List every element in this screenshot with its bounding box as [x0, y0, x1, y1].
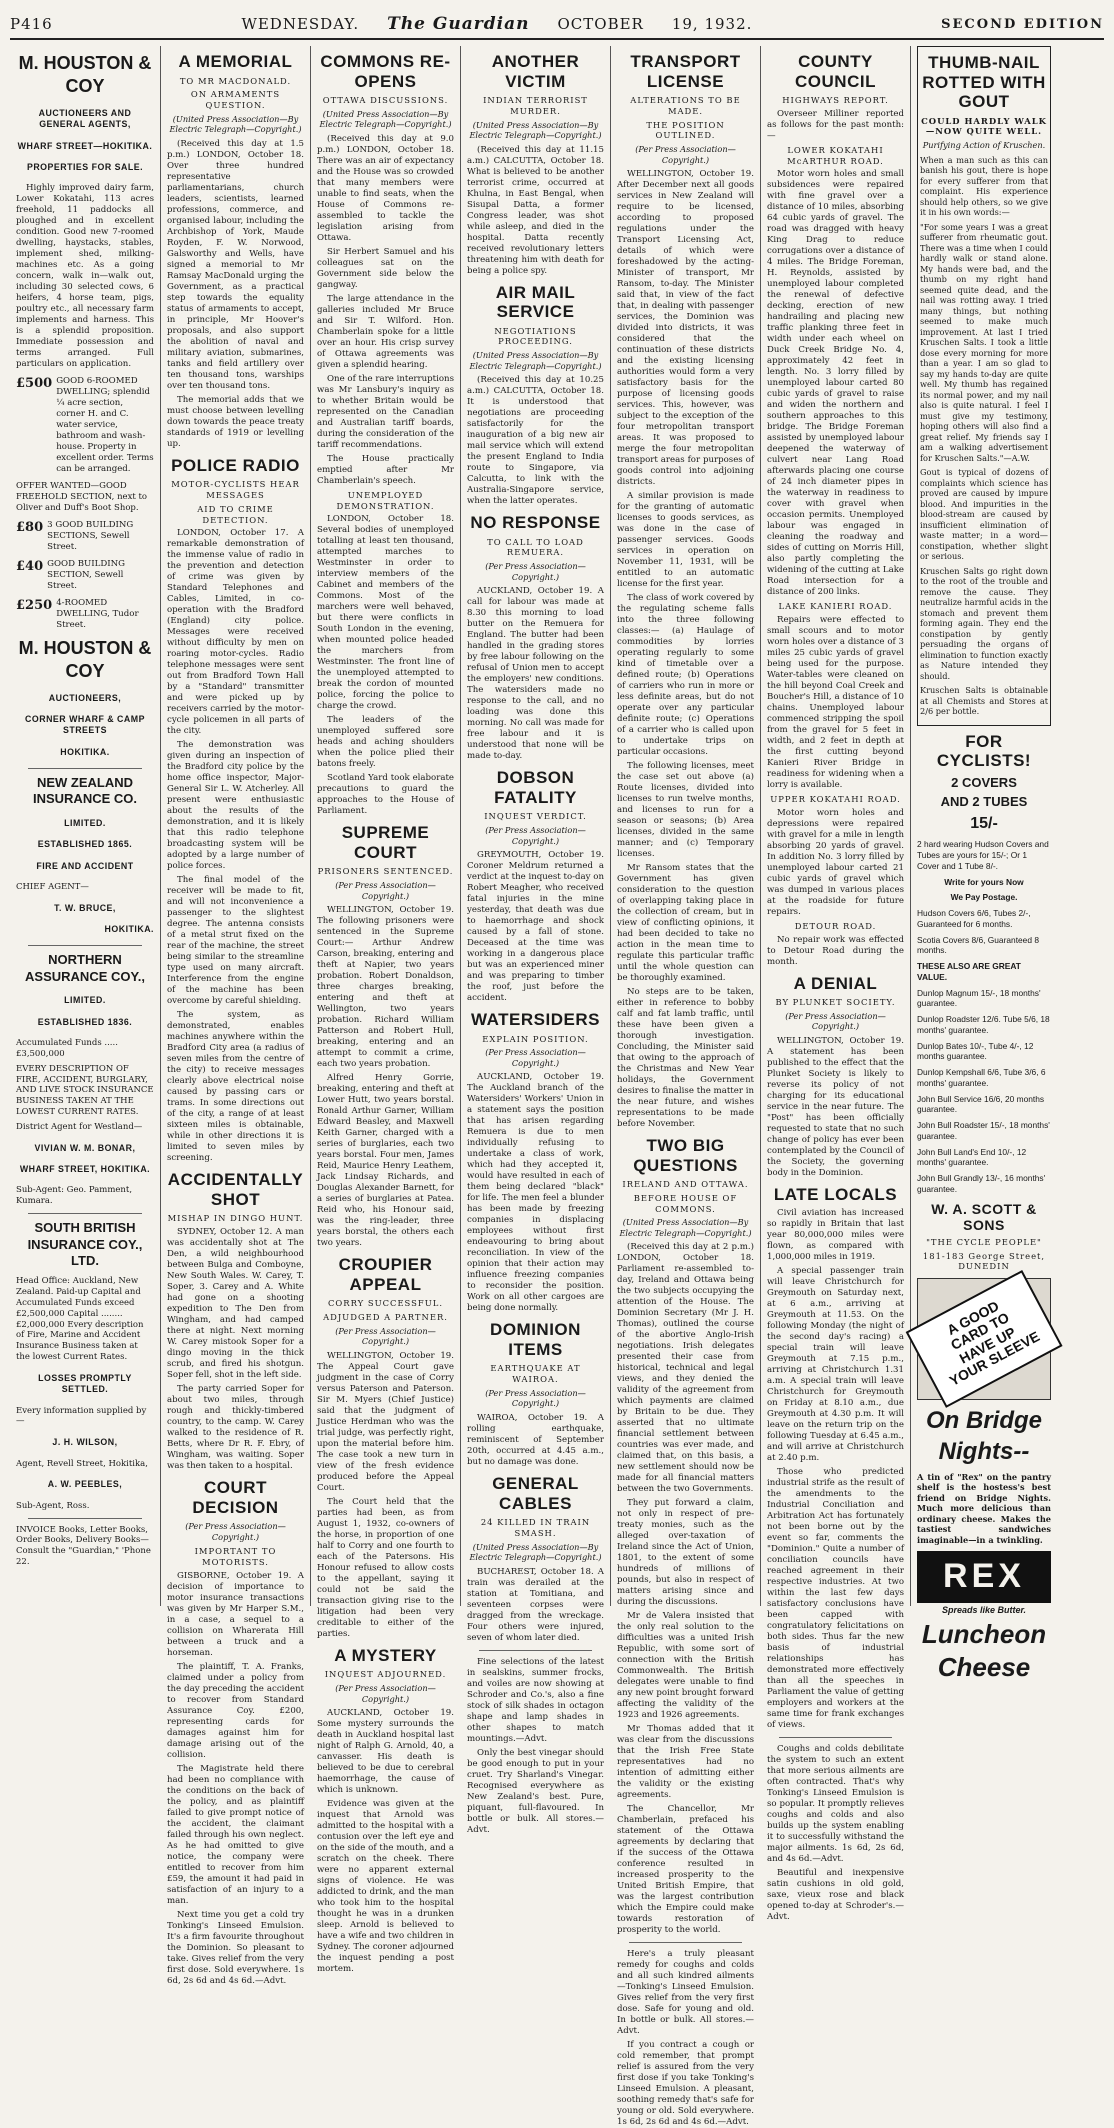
article-paragraph: Motor worn holes and depressions were repaired with gravel for a mile in length absorbing 20 yards of gravel. In addition No. 3 lorry filled by unemployed labour carted 21 cubic yards of gravel which was dumped in various places at the roadside for future repairs.: [767, 807, 904, 917]
agent-name: A. W. PEEBLES,: [47, 1479, 123, 1490]
tyre-price: Dunlop Kempshall 6/6, Tube 3/6, 6 months' guarantee.: [917, 1067, 1046, 1088]
article-headline: WATERSIDERS: [471, 1010, 600, 1030]
article-headline: TRANSPORT LICENSE: [630, 52, 741, 91]
shop-tagline: "THE CYCLE PEOPLE": [926, 1236, 1042, 1247]
property-text: GOOD BUILDING SECTION, Sewell Street.: [47, 558, 126, 591]
article-paragraph: The House practically emptied after Mr Chamberlain's speech.: [317, 453, 454, 486]
invoice-books-ad: INVOICE Books, Letter Books, Order Books, Delivery Books—Consult the "Guardian," 'Phone 22.: [16, 1524, 151, 1568]
property-text: 3 GOOD BUILDING SECTIONS, Sewell Street.: [47, 519, 134, 552]
masthead-edition: SECOND EDITION: [941, 16, 1104, 32]
article-paragraph: (Received this day at 11.15 a.m.) CALCUTTA, October 18. What is believed to be another terrorist crime, occurred at Khulna, in East Bengal, when Sisupal Datta, a former Congress leader, was shot while asleep, and died in the hospital. Datta recently received revolutionary letters threatening him with death for being a police spy.: [467, 144, 604, 276]
ad-paragraph: Kruschen Salts go right down to the root of the trouble and remove the cause. They neutralize harmful acids in the stomach and prevent them forming again. They end the constipation by gently persuading the organs of elimination to function exactly as Nature intended they should.: [920, 565, 1048, 681]
article-paragraph: They put forward a claim, not only in respect of pre-treaty monies, such as the alleged over-taxation of Ireland since the Act of Union, 1801, to the extent of some hundreds of millions of pounds, but also in respect of matters arising since and during the discussions.: [617, 1498, 754, 1608]
tyre-price: Dunlop Bates 10/-, Tube 4/-, 12 months guarantee.: [917, 1040, 1034, 1062]
property-price: £250: [16, 597, 53, 613]
ad-offer: AND 2 TUBES: [940, 794, 1028, 810]
article-paragraph: LONDON, October 17. A remarkable demonstration of the immense value of radio in the prevention and detection of crime was given by Standard Telephones and Cables, Limited, in co-operation with the Bradford (England) city police. Messages were received without difficulty by men on roaring motor-cycles. Radio telephone messages were sent out from Bradford Town Hall by a "Standard" transmitter and were picked up by receivers carried by the motor-cycle policemen in all parts of the city.: [167, 528, 304, 737]
divider: [28, 768, 142, 769]
article-headline: TWO BIG QUESTIONS: [633, 1136, 738, 1175]
masthead-date: 19, 1932.: [671, 15, 753, 33]
column-ads: [10, 46, 161, 1606]
ad-paragraph: Gout is typical of dozens of complaints which science has proved are caused by impure blood. And impurities in the blood-stream are caused by insufficient elimination of waste matter; in a word—constipation, whether slight or serious.: [920, 467, 1048, 562]
column-6: [761, 46, 911, 1923]
masthead: [10, 10, 1104, 40]
article-paragraph: The large attendance in the galleries included Mr Bruce and Sir T. Wilford. Hon. Chamberlain spoke for a little over an hour. His crisp survey of Ottawa agreements was given a splendid hearing.: [317, 293, 454, 370]
article-paragraph: Mr Thomas added that it was clear from the discussions that the Irish Free State representatives had no intention of admitting either the validity or the existing agreements.: [617, 1724, 754, 1801]
advertisement: Next time you get a cold try Tonking's Linseed Emulsion. It's a firm favourite throughout the Dominion. So pleasant to take. Gives relief from the very first dose. Sold everywhere. 1s 6d, 2s 6d and 4s 6d.—Advt.: [167, 1909, 304, 1986]
insurer-lines: FIRE AND ACCIDENT: [36, 860, 134, 871]
article-paragraph: Scotland Yard took elaborate precautions to guard the approaches to the House of Parliament.: [317, 773, 454, 817]
article-paragraph: Alfred Henry Gorrie, breaking, entering and theft at Lower Hutt, two years borstal. Ronald Arthur Garner, William Edward Beasley, and Maxwell Keith Garner, charged with a series of burglaries, each two years borstal. Four men, James Reid, Maurice Henry Leathem, Jack Lindsay Richards, and Douglas Alexander Barnett, for a series of burglaries at Patea. Reid who, his Honour said, was the ring-leader, three years borstal, the others each two years.: [317, 1073, 454, 1249]
article-headline: AIR MAIL SERVICE: [495, 282, 576, 322]
article-paragraph: (Received this day at 9.0 p.m.) LONDON, October 18. There was an air of expectancy and the House was so crowded that many members were unable to find seats, when the House of Commons re-assembled to tackle the legislation arising from Ottawa.: [317, 133, 454, 243]
firm-town: HOKITIKA.: [60, 746, 110, 757]
tyre-price: Dunlop Magnum 15/-, 18 months' guarantee.: [917, 987, 1041, 1009]
article-subhead: THE POSITION OUTLINED.: [646, 119, 725, 141]
article-paragraph: The following licenses, meet the case set out above (a) Route licenses, divided into licenses to run twelve months, and licenses to run for a season or seasons; (b) Area licenses, divided in the same manner; and (c) Temporary licenses.: [617, 761, 754, 860]
property-price: £500: [16, 376, 53, 392]
article-paragraph: AUCKLAND, October 19. A call for labour was made at 8.30 this morning to load butter on the Remuera for England. The butter had been handled in the grading stores by free labour following on the refusal of Union men to accept the employers' new conditions. The watersiders made no response to the call, and no loading was done this morning. No call was made for free labour and it is understood that none will be made to-day.: [467, 586, 604, 762]
ad-offer: 2 COVERS: [951, 774, 1017, 790]
article-paragraph: The plaintiff, T. A. Franks, claimed under a policy from the day preceding the accident to recover from Standard Assurance Coy. £200, representing cards for damages against him for damage arising out of the collision.: [167, 1661, 304, 1760]
ad-paragraph: When a man such as this can banish his gout, there is hope for every sufferer from that complaint. His experience should help others, so we give it in his own words:—: [920, 154, 1048, 218]
press-credit: (United Press Association—By Electric Telegraph—Copyright.): [169, 113, 302, 135]
property-ad: OFFER WANTED—GOOD FREEHOLD SECTION, next to Oliver and Duff's Boot Shop.: [16, 481, 148, 513]
agent-address: Agent, Revell Street, Hokitika,: [16, 1458, 148, 1469]
press-credit: (Per Press Association— Copyright.): [485, 1387, 586, 1409]
agent-name: J. H. WILSON,: [52, 1437, 118, 1448]
article-subhead: INDIAN TERRORIST MURDER.: [483, 95, 588, 116]
article-headline: COMMONS RE-OPENS: [320, 52, 451, 91]
divider: [28, 1213, 142, 1214]
rex-product: Luncheon Cheese: [921, 1619, 1047, 1683]
head-office: Head Office: Auckland, New Zealand. Paid-up Capital and Accumulated Funds exceed £2,500,000 Capital ........ £2,000,000 Every description of Fire, Marine and Accident Insurance Business taken at the lowest Current Rates.: [16, 1276, 144, 1363]
article-paragraph: GREYMOUTH, October 19. Coroner Meldrum returned a verdict at the inquest to-day on Robert Meagher, who received fatal injuries in the mine yesterday, that death was due to haemorrhage and shock caused by a fall of stone. Deceased at the time was working in a dangerous place but was an experienced miner and was preparing to timber the roof, just before the accident.: [467, 850, 604, 1004]
press-credit: (United Press Association—By Electric Telegraph—Copyright.): [469, 1541, 602, 1563]
article-subhead: PRISONERS SENTENCED.: [317, 866, 454, 877]
ad-paragraph: 2 hard wearing Hudson Covers and Tubes are yours for 15/-; Or 1 Cover and 1 Tube 8/-.: [917, 839, 1049, 871]
article-subhead: NEGOTIATIONS PROCEEDING.: [494, 325, 577, 347]
advertisement: Only the best vinegar should be good enough to put in your cruet. Try Sharland's Vinegar. Recognised everywhere as New Zealand's best. Pure, piquant, full-flavoured. In bottle or bulk. All stores.—Advt.: [467, 1747, 604, 1835]
masthead-month: OCTOBER: [557, 15, 644, 33]
advertisement: Beautiful and inexpensive satin cushions in old gold, saxe, vieux rose and black opened to-day at Schroder's.—Advt.: [767, 1868, 904, 1923]
press-credit: (Per Press Association— Copyright.): [335, 1325, 436, 1347]
properties-heading: PROPERTIES FOR SALE.: [26, 161, 144, 172]
agent-address: Sub-Agent, Ross.: [16, 1500, 90, 1511]
columns: [10, 46, 1104, 2128]
article-subhead: DETOUR ROAD.: [794, 920, 877, 931]
cycle-ad: [917, 732, 1051, 835]
ad-subhead: COULD HARDLY WALK—NOW QUITE WELL.: [921, 115, 1047, 137]
tyre-heading: THESE ALSO ARE GREAT VALUE.: [917, 961, 1021, 982]
tyre-price: John Bull Grandly 13/-, 16 months' guarantee.: [917, 1173, 1046, 1194]
page-mark: P416: [10, 15, 53, 33]
ad-paragraph: A tin of "Rex" on the pantry shelf is the hostess's best friend on Bridge Nights. Much more delicious than ordinary cheese. Makes the tastiest sandwiches imaginable—in a twinkling.: [917, 1471, 1051, 1545]
article-subhead: OTTAWA DISCUSSIONS.: [322, 95, 449, 106]
article-headline: A MYSTERY: [334, 1645, 437, 1665]
divider: [479, 1650, 592, 1651]
article-paragraph: The class of work covered by the regulating scheme falls into the three following classes:— (a) Haulage of commodities by lorries operating regularly to some kind of timetable over a defined route; (b) Operations of carriers who run in more or less definite areas, but do not operate over any particular definite route; (c) Operations of a carrier who is called upon to undertake trips on particular occasions.: [617, 593, 754, 758]
press-credit: (Per Press Association— Copyright.): [335, 880, 436, 901]
tyre-price: Hudson Covers 6/6, Tubes 2/-, Guaranteed for 6 months.: [917, 908, 1031, 929]
article-subhead: IMPORTANT TO MOTORISTS.: [194, 1546, 277, 1568]
rex-slogan: Spreads like Butter.: [941, 1604, 1027, 1615]
firm-street: WHARF STREET—HOKITIKA.: [17, 140, 153, 151]
dairy-farm-ad: Highly improved dairy farm, Lower Kokatahi, 113 acres freehold, 11 paddocks all ploughed and in excellent condition. Good new 7-roomed dwelling, haystacks, stables, implement shed, milking-machines etc. As a going concern, walk in—walk out, including 30 selected cows, 6 heifers, 4 horse team, pigs, poultry etc., all necessary farm implements and harness. This is a splendid proposition. Immediate possession and terms arranged. Full particulars on application.: [16, 183, 154, 370]
tyre-price: Dunlop Roadster 12/6. Tube 5/6, 18 months' guarantee.: [917, 1014, 1050, 1035]
information-label: Every information supplied by—: [16, 1405, 147, 1427]
article-subhead: UPPER KOKATAHI ROAD.: [770, 794, 901, 805]
ad-postage: We Pay Postage.: [950, 892, 1018, 903]
article-paragraph: WELLINGTON, October 19. A statement has been published to the effect that the Plunket Society is likely to reverse its policy of not charging for its educational service in the near future. The "Post" has been officially requested to state that no such change of policy has ever been contemplated by the Council of the Society, the governing body in the Dominion.: [767, 1035, 904, 1178]
article-headline: LATE LOCALS: [773, 1184, 898, 1204]
article-subhead: ALTERATIONS TO BE MADE.: [630, 95, 741, 116]
article-paragraph: One of the rare interruptions was Mr Lansbury's inquiry as to whether Britain would be represented on the Canadian and Australian tariff boards, during the consideration of the tariff recommendations.: [317, 373, 454, 450]
press-credit: (Per Press Association— Copyright.): [185, 1521, 286, 1542]
firm-name: M. HOUSTON & COY: [18, 637, 152, 681]
article-subhead: AID TO CRIME DETECTION.: [197, 503, 274, 525]
article-subhead: EXPLAIN POSITION.: [482, 1033, 589, 1044]
article-subhead: INQUEST ADJOURNED.: [324, 1669, 447, 1680]
masthead-center: [241, 14, 752, 34]
article-headline: A MEMORIAL: [178, 52, 293, 71]
advertisement: If you contract a cough or cold remember, that prompt relief is assured from the very first dose if you take Tonking's Linseed Emulsion. A pleasant, soothing remedy that's safe for young or old. Sold everywhere. 1s 6d, 2s 6d and 4s 6d.—Advt.: [617, 2040, 754, 2128]
chief-agent-label: CHIEF AGENT—: [16, 881, 89, 892]
article-paragraph: A similar provision is made for the granting of automatic licenses to goods services, as was done in the case of passenger services. Goods services in operation on November 11, 1931, will be entitled to an automatic license for the first year.: [617, 491, 754, 590]
sub-agent: Sub-Agent: Geo. Pamment, Kumara.: [16, 1185, 133, 1207]
column-3: [311, 46, 461, 1975]
article-paragraph: GISBORNE, October 19. A decision of importance to motor insurance transactions was given by Mr Harper S.M., in a case, a sequel to a collision on Wharerata Hill between a truck and a horseman.: [167, 1570, 304, 1658]
losses-settled: LOSSES PROMPTLY SETTLED.: [38, 1373, 132, 1395]
article-paragraph: The final model of the receiver will be made to fit, and will not inconvenience a passenger to the slightest degree. The antenna consists of a metal strut fixed on the rear of the machine, the street being similar to the streamline type used on many aircraft. Interference from the engine of the machine has been overcome by careful shielding.: [167, 875, 304, 1007]
article-subhead: BY PLUNKET SOCIETY.: [775, 997, 896, 1008]
article-subhead: BEFORE HOUSE OF COMMONS.: [633, 1192, 738, 1214]
masthead-title: The Guardian: [387, 14, 530, 34]
article-paragraph: A special passenger train will leave Christchurch for Greymouth on Saturday next, at 6 a.m., arriving at Greymouth at 11.53. On the following Monday (the night of the second day's racing) a special train will leave Greymouth at 7.15 p.m., arriving at Christchurch 1.31 a.m. A special train will leave Christchurch for Greymouth on Friday at 8.10 a.m., due Greymouth at 4.30 p.m. It will leave on the return trip on the following Tuesday at 6.45 a.m., and will arrive at Christchurch at 2.40 p.m.: [767, 1266, 904, 1464]
ad-headline: On Bridge Nights--: [925, 1407, 1042, 1465]
press-credit: (Per Press Association— Copyright.): [485, 825, 586, 846]
article-paragraph: BUCHAREST, October 18. A train was derailed at the station at Tomitiana, and seventeen corpses were dragged from the wreckage. Four others were injured, seven of whom later died.: [467, 1566, 604, 1643]
article-subhead: 24 KILLED IN TRAIN SMASH.: [480, 1517, 591, 1538]
press-credit: (Per Press Association— Copyright.): [335, 1683, 436, 1704]
article-headline: COURT DECISION: [192, 1478, 279, 1517]
article-subhead: MISHAP IN DINGO HUNT.: [167, 1213, 304, 1224]
property-ad: [16, 598, 154, 631]
press-credit: (United Press Association—By Electric Telegraph—Copyright.): [619, 1217, 752, 1238]
divider: [629, 1942, 742, 1943]
insurer-established: ESTABLISHED 1836.: [37, 1016, 133, 1027]
article-paragraph: The Magistrate held there had been no compliance with the conditions on the back of the policy, and as plaintiff failed to give prompt notice of the accident, the claimant failed through his own neglect. As he had omitted to give notice, the company were entitled to recover from him £59, the amount it had paid in satisfaction of an injury to a man.: [167, 1763, 304, 1906]
article-paragraph: Mr Ransom states that the Government has given consideration to the question of overlapping taking place in the collection of cream, but in view of conflicting opinions, it had been decided to take no action in the mean time to regulate this particular traffic until the whole question can be thoroughly examined.: [617, 863, 754, 984]
insurer-limited: LIMITED.: [64, 818, 106, 828]
article-paragraph: LONDON, October 18. Several bodies of unemployed totalling at least ten thousand, attempted marches to Westminster in order to interview members of the Cabinet and members of the Commons. Most of the marchers were well behaved, but there were conflicts in South London in the evening, when mounted police headed the marchers from Westminster. The front line of the unemployed attempted to break the cordon of mounted police, forcing the police to charge the crowd.: [317, 514, 454, 712]
article-paragraph: The Chancellor, Mr Chamberlain, prefaced his statement of the Ottawa agreements by declaring that if the success of the Ottawa conference resulted in increased prosperity to the United British Empire, that was the largest contribution which the Empire could make towards restoration of prosperity to the world.: [617, 1804, 754, 1936]
press-credit: (Per Press Association— Copyright.): [785, 1010, 886, 1032]
press-credit: (Per Press Association— Copyright.): [485, 1047, 586, 1068]
tyre-price: John Bull Service 16/6, 20 months guarantee.: [917, 1093, 1045, 1115]
article-headline: DOBSON FATALITY: [494, 768, 577, 807]
insurance-description: EVERY DESCRIPTION OF FIRE, ACCIDENT, BURGLARY, AND LIVE STOCK INSURANCE BUSINESS TAKEN AT THE LOWEST CURRENT RATES.: [16, 1063, 154, 1118]
article-subhead: LOWER KOKATAHI McARTHUR ROAD.: [787, 144, 884, 166]
firm-role: AUCTIONEERS,: [48, 692, 122, 703]
article-headline: ANOTHER VICTIM: [491, 52, 580, 91]
article-paragraph: Motor worn holes and small subsidences were repaired with fine gravel over a distance of 10 miles, absorbing 64 cubic yards of gravel. The road was dragged with heavy King Drag to reduce corrugations over a distance of 4 miles. The Bridge Foreman, H. Reynolds, assisted by unemployed labour completed the renewal of defective decking, erection of new handrailing and placing new traffic planking three feet in width under each wheel on Duck Creek Bridge No. 4, approximately 42 feet in length. No. 3 lorry filled by unemployed labour carted 80 cubic yards of gravel to raise and widen the northern and southern approaches to this bridge. The Bridge Foreman assisted by unemployed labour deepened the waterway of culvert near Lang Road afterwards placing one course of 24 inch diameter pipes in the waterway in readiness to cover with gravel when occasion permits. Unemployed labour was engaged in cleaning the roadway and sides of cutting on Morris Hill, also partly completing the widening of the cutting at Lake Road intersection for a distance of 200 links.: [767, 169, 904, 598]
article-paragraph: Those who predicted industrial strife as the result of the amendments to the Industrial Conciliation and Arbitration Act has fortunately not been borne out by the event so far, comments the "Dominion." Quite a number of conciliation councils have reached agreement in their respective industries. At two within the last few days satisfactory conclusions have been capped with congratulatory felicitations on both sides. Thus far the new basis of industrial relationships has demonstrated more effectively than all the speeches in Parliament the value of getting employers and workers at the same time for frank exchanges of views.: [767, 1467, 904, 1731]
article-subhead: ADJUDGED A PARTNER.: [323, 1312, 448, 1323]
advertisement: Coughs and colds debilitate the system to such an extent that more serious ailments are often contracted. That's why Tonking's Linseed Emulsion is so popular. It promptly relieves coughs and colds and also builds up the system enabling it to successfully withstand the major ailments. 1s 6d, 2s 6d, and 4s 6d.—Advt.: [767, 1744, 904, 1865]
article-paragraph: Evidence was given at the inquest that Arnold was admitted to the hospital with a contusion over the left eye and on the side of the mouth, and a scratch on the cheek. There were no apparent external signs of violence. He was addicted to drink, and the man who took him to the hospital thought he was in a drunken sleep. Arnold is believed to have a wife and two children in Sydney. The coroner adjourned the inquest pending a post mortem.: [317, 1799, 454, 1975]
advertisement: Here's a truly pleasant remedy for coughs and colds and all such kindred ailments—Tonking's Linseed Emulsion. Gives relief from the very first dose. Safe for young and old. In bottle or bulk. All stores.—Advt.: [617, 1949, 754, 2037]
property-text: 4-ROOMED DWELLING, Tudor Street.: [56, 597, 139, 630]
article-paragraph: AUCKLAND, October 19. The Auckland branch of the Watersiders' Workers' Union in a statement says the position that has arisen regarding Remuera is due to men individually refusing to undertake a class of work, which had they accepted it, would have resulted in each of them being declared "black" for life. The men feel a blunder has been made by freezing companies in displacing employees without first endeavouring to bring about reconciliation. In view of the opinion that their action may influence freezing companies to reconsider the position. Work on all other cargoes are being done normally.: [467, 1072, 604, 1314]
rex-wordmark: REX: [917, 1551, 1051, 1603]
insurer-name: NORTHERN ASSURANCE COY.,: [25, 952, 145, 984]
ad-call-to-action: Write for yours Now: [944, 876, 1024, 887]
article-subhead: CORRY SUCCESSFUL.: [328, 1298, 443, 1309]
article-subhead: UNEMPLOYED DEMONSTRATION.: [336, 489, 435, 511]
article-paragraph: (Received this day at 10.25 a.m.) CALCUTTA, October 18. It is understood that negotiations are proceeding satisfactorily for the inauguration of a big new air mail service which will extend the present England to India route to Singapore, via Calcutta, to link with the Australia-Singapore service, when the latter operates.: [467, 375, 604, 507]
ad-paragraph: "For some years I was a great sufferer from rheumatic gout. There was a time when I could hardly walk or stand alone. My hands were bad, and the thumb on my right hand seemed quite dead, and the nail was rotting away. I tried many things, but nothing seemed to make much improvement. At last I tried Kruschen Salts. I took a little dose every morning for more than a year. I am so glad to say my hands to-day are quite well. My thumb has regained its normal power, and my nail also is quite natural. I feel I must give my testimony, hoping others will also find a great relief. My friends say I am a walking advertisement for Kruschen Salts."—A.W.: [920, 221, 1048, 463]
property-ad: [16, 376, 154, 475]
tyre-price: John Bull Roadster 15/-, 18 months' guarantee.: [917, 1120, 1050, 1141]
chief-agent-name: T. W. BRUCE,: [54, 902, 116, 913]
property-price: £80: [16, 519, 44, 535]
divider: [28, 1518, 142, 1519]
article-paragraph: WELLINGTON, October 19. The following prisoners were sentenced in the Supreme Court:— Arthur Andrew Carson, breaking, entering and theft at Napier, two years probation. Robert Donaldson, three charges breaking, entering and theft at Wellington, two years probation. Richard William Patterson and Robert Hull, breaking, entering and an attempt to commit a crime, each two years probation.: [317, 905, 454, 1070]
rex-card-illustration: [917, 1278, 1051, 1400]
property-price: £40: [16, 558, 44, 574]
article-paragraph: The leaders of the unemployed suffered sore heads and aching shoulders when the police plied their batons freely.: [317, 715, 454, 770]
article-paragraph: The memorial adds that we must choose between levelling down towards the peace treaty standards of 1919 or levelling up.: [167, 394, 304, 449]
article-paragraph: WAIROA, October 19. A rolling earthquake, reminiscent of September 20th, occurred at 4.45 a.m., but no damage was done.: [467, 1412, 604, 1467]
article-subhead: EARTHQUAKE AT WAIROA.: [490, 1363, 581, 1385]
article-headline: SUPREME COURT: [341, 823, 430, 862]
column-7: [911, 46, 1057, 1683]
press-credit: (Per Press Association— Copyright.): [635, 144, 736, 165]
article-headline: ACCIDENTALLY SHOT: [167, 1170, 304, 1209]
ad-tagline: Purifying Action of Kruschen.: [922, 140, 1046, 151]
article-subhead: HIGHWAYS REPORT.: [782, 95, 889, 106]
article-paragraph: No steps are to be taken, either in reference to bobby calf and fat lamb traffic, until these have been given a thorough investigation. Concluding, the Minister said that owing to the approach of the Christmas and New Year holidays, the Government desires to finalise the matter in the near future, and wishes representations to be made before November.: [617, 987, 754, 1130]
column-4: [461, 46, 611, 1835]
insurer-name: SOUTH BRITISH INSURANCE COY., LTD.: [27, 1220, 143, 1269]
article-subhead: MOTOR-CYCLISTS HEAR MESSAGES: [171, 479, 300, 501]
article-paragraph: SYDNEY, October 12. A man was accidentally shot at The Den, a wild neighbourhood between Bulga and Comboyne, New South Wales. W. Carey, T. Soper, 3. Carey and A. White had gone on a shooting expedition to The Den from Wingham, and had camped there at night. Next morning W. Carey mistook Soper for a dingo moving in the thick scrub, and fired his shotgun. Soper fell, shot in the left side.: [167, 1227, 304, 1381]
rex-logo: [917, 1551, 1051, 1685]
article-headline: POLICE RADIO: [171, 455, 300, 475]
insurer-limited: LIMITED.: [64, 995, 106, 1006]
article-paragraph: The Court held that the parties had been, as from August 1, 1932, co-owners of the horse, in proportion of one half to Corry and one fourth to each of the Patersons. His Honour refused to allow costs to the appellant, saying it could not be said the transaction giving rise to the litigation had been very creditable to either of the parties.: [317, 1496, 454, 1639]
article-subhead: ON ARMAMENTS QUESTION.: [190, 89, 281, 111]
press-credit: (United Press Association—By Electric Telegraph—Copyright.): [319, 108, 452, 130]
firm-address: CORNER WHARF & CAMP STREETS: [25, 714, 145, 736]
article-headline: NO RESPONSE: [470, 513, 601, 533]
article-subhead: TO CALL TO LOAD REMUERA.: [487, 536, 584, 558]
district-agent-label: District Agent for Westland—: [16, 1122, 143, 1132]
article-headline: GENERAL CABLES: [492, 1473, 579, 1513]
property-ad: [16, 520, 154, 553]
property-text: GOOD 6-ROOMED DWELLING; splendid ¼ acre section, corner H. and C. water service, bathroom and wash-house. Property in excellent order. Terms can be arranged.: [56, 376, 154, 475]
district-agent-name: VIVIAN W. M. BONAR,: [34, 1142, 136, 1153]
divider: [779, 1737, 892, 1738]
article-paragraph: Civil aviation has increased so rapidly in Britain that last year 80,000,000 miles were flown, as compared with 1,000,000 miles in 1919.: [767, 1208, 904, 1263]
accumulated-funds: Accumulated Funds ..... £3,500,000: [16, 1037, 118, 1059]
article-paragraph: Repairs were effected to small scours and to motor worn holes over a distance of 3 miles 25 cubic yards of gravel being used for the purpose. Water-tables were cleaned on the hill beyond Coal Creek and Boucher's Hill, a distance of 10 chains. Unemployed labour commenced stripping the spoil from the gravel for 5 feet in width, and 2 feet in depth at the first cutting beyond Kanieri River Bridge in readiness for widening when a lorry is available.: [767, 615, 904, 791]
article-subhead: TO MR MACDONALD.: [179, 75, 292, 86]
shop-address: 181-183 George Street, DUNEDIN: [922, 1250, 1046, 1272]
article-paragraph: WELLINGTON, October 19. After December next all goods services in New Zealand will require to be licensed, according to proposed regulations under the Transport Licensing Act, details of which were foreshadowed by the acting-Minister of transport, Mr Ransom, to-day. The Minister said that, in view of the fact that, in dealing with passenger services, the Dominion was divided into districts, it was considered that the continuation of these districts and the existing licensing authorities would form a very satisfactory basis for the purpose of licensing goods services. This, however, was subject to the exception of the four metropolitan transport areas. It was proposed to merge the four metropolitan transport areas for purposes of goods control into adjoining districts.: [617, 169, 754, 488]
masthead-day: WEDNESDAY.: [241, 15, 360, 33]
article-headline: CROUPIER APPEAL: [338, 1255, 433, 1294]
divider: [28, 945, 142, 946]
article-subhead: IRELAND AND OTTAWA.: [622, 1179, 749, 1190]
article-paragraph: The party carried Soper for about two miles, through rough and thickly-timbered country, to the camp. W. Carey walked to the residence of R. Betts, where Dr R. F. Ebry, of Wingham, was waiting. Soper was then taken to a hospital.: [167, 1384, 304, 1472]
article-headline: A DENIAL: [793, 973, 878, 993]
chief-agent-town: HOKITIKA.: [104, 923, 154, 934]
press-credit: (Per Press Association— Copyright.): [485, 561, 586, 582]
article-paragraph: (Received this day at 2 p.m.) LONDON, October 18. Parliament re-assembled to-day, Ireland and Ottawa being the two subjects occupying the attention of the House. The Dominion Secretary (Mr J. H. Thomas), outlined the course of the abortive Anglo-Irish negotiations. Irish delegates presented their case from historical, technical and legal views, and they denied the validity of the agreement from which payments are claimed by Britain to be due. They asserted that no ultimate financial settlement between countries was ever made, and claimed that, on this basis, a new settlement should now be made for all financial matters between the two Governments.: [617, 1242, 754, 1495]
article-headline: COUNTY COUNCIL: [795, 52, 876, 91]
district-agent-address: WHARF STREET, HOKITIKA.: [19, 1164, 151, 1175]
insurer-name: NEW ZEALAND INSURANCE CO.: [32, 774, 137, 807]
article-paragraph: The system, as demonstrated, enables machines anywhere within the Bradford City area (a radius of seven miles from the centre of the city) to receive messages clearly above electrical noise caused by passing cars or trams. In some directions out of the city, a range of at least sixteen miles is obtainable, while in other directions it is limited to seven miles by screening.: [167, 1010, 304, 1164]
article-paragraph: Overseer Milliner reported as follows for the past month:—: [767, 108, 904, 141]
insurer-established: ESTABLISHED 1865.: [37, 839, 133, 850]
article-subhead: INQUEST VERDICT.: [484, 811, 587, 822]
ad-headline: FOR CYCLISTS!: [936, 731, 1032, 771]
tyre-price: John Bull Land's End 10/-, 12 months' guarantee.: [917, 1146, 1027, 1168]
article-paragraph: AUCKLAND, October 19. Some mystery surrounds the death in Auckland hospital last night of Ralph G. Arnold, 40, a canvasser. His death is believed to be due to cerebral haemorrhage, the cause of which is unknown.: [317, 1708, 454, 1796]
press-credit: (United Press Association—By Electric Telegraph—Copyright.): [469, 350, 602, 371]
kruschen-ad: [917, 46, 1051, 726]
article-paragraph: WELLINGTON, October 19. The Appeal Court gave judgment in the case of Corry versus Paterson and Paterson. Sir M. Myers (Chief Justice) said that the judgment of Justice Herdman who was the trial judge, was perfectly right, upon the material before him. The case took a new turn in view of the fresh evidence produced before the Appeal Court.: [317, 1350, 454, 1493]
article-paragraph: No repair work was effected to Detour Road during the month.: [767, 934, 904, 967]
ad-headline: THUMB-NAIL ROTTED WITH GOUT: [922, 53, 1046, 112]
advertisement: Fine selections of the latest in sealskins, summer frocks, and voiles are now showing at Schroder and Co.'s, also a fine stock of silk shades in octagon shape and lamp shades in other shapes to match mountings.—Advt.: [467, 1656, 604, 1744]
ad-paragraph: Kruschen Salts is obtainable at all Chemists and Stores at 2/6 per bottle.: [920, 685, 1048, 717]
firm-role: AUCTIONEERS AND GENERAL AGENTS,: [38, 108, 132, 130]
article-subhead: LAKE KANIERI ROAD.: [778, 601, 893, 612]
ad-price: 15/-: [970, 814, 998, 832]
card-slogan: A GOOD CARD TO HAVE UP YOUR SLEEVE: [906, 1270, 1063, 1408]
firm-name: M. HOUSTON & COY: [18, 53, 152, 97]
tyre-price: Scotia Covers 8/6, Guaranteed 8 months.: [917, 934, 1039, 956]
column-5: [611, 46, 761, 2128]
article-paragraph: (Received this day at 1.5 p.m.) LONDON, October 18. Over three hundred representative parliamentarians, church leaders, scientists, learned professions, commerce, and organised labour, including the Archbishop of York, Maude Royden, F. W. Norwood, Galsworthy and Wells, have signed a memorial to Mr Ramsay MacDonald urging the Government, as a practical step towards the equality status of armaments to accept, in principle, Mr Hoover's proposals, and also support the abolition of naval and military aviation, submarines, tanks and field artillery over ten thousand tons, warships over ten thousand tons.: [167, 138, 304, 391]
column-2: [161, 46, 311, 1986]
article-paragraph: Mr de Valera insisted that the only real solution to the difficulties was a united Irish Republic, with some sort of connection with the British Commonwealth. The British delegates were unable to find any new point brought forward affecting the validity of the 1923 and 1926 agreements.: [617, 1611, 754, 1721]
shop-name: W. A. SCOTT & SONS: [931, 1200, 1037, 1233]
press-credit: (United Press Association—By Electric Telegraph—Copyright.): [469, 119, 602, 141]
property-ad: [16, 559, 154, 592]
article-paragraph: Sir Herbert Samuel and his colleagues sat on the Government side below the gangway.: [317, 246, 454, 290]
article-paragraph: The demonstration was given during an inspection of the Bradford city police by the home office inspector, Major-General Sir L. W. Atcherley. All present were enthusiastic about the results of the demonstration, and it is likely that this radio telephone broadcasting system will be adopted by a large number of police forces.: [167, 740, 304, 872]
article-headline: DOMINION ITEMS: [490, 1320, 581, 1359]
